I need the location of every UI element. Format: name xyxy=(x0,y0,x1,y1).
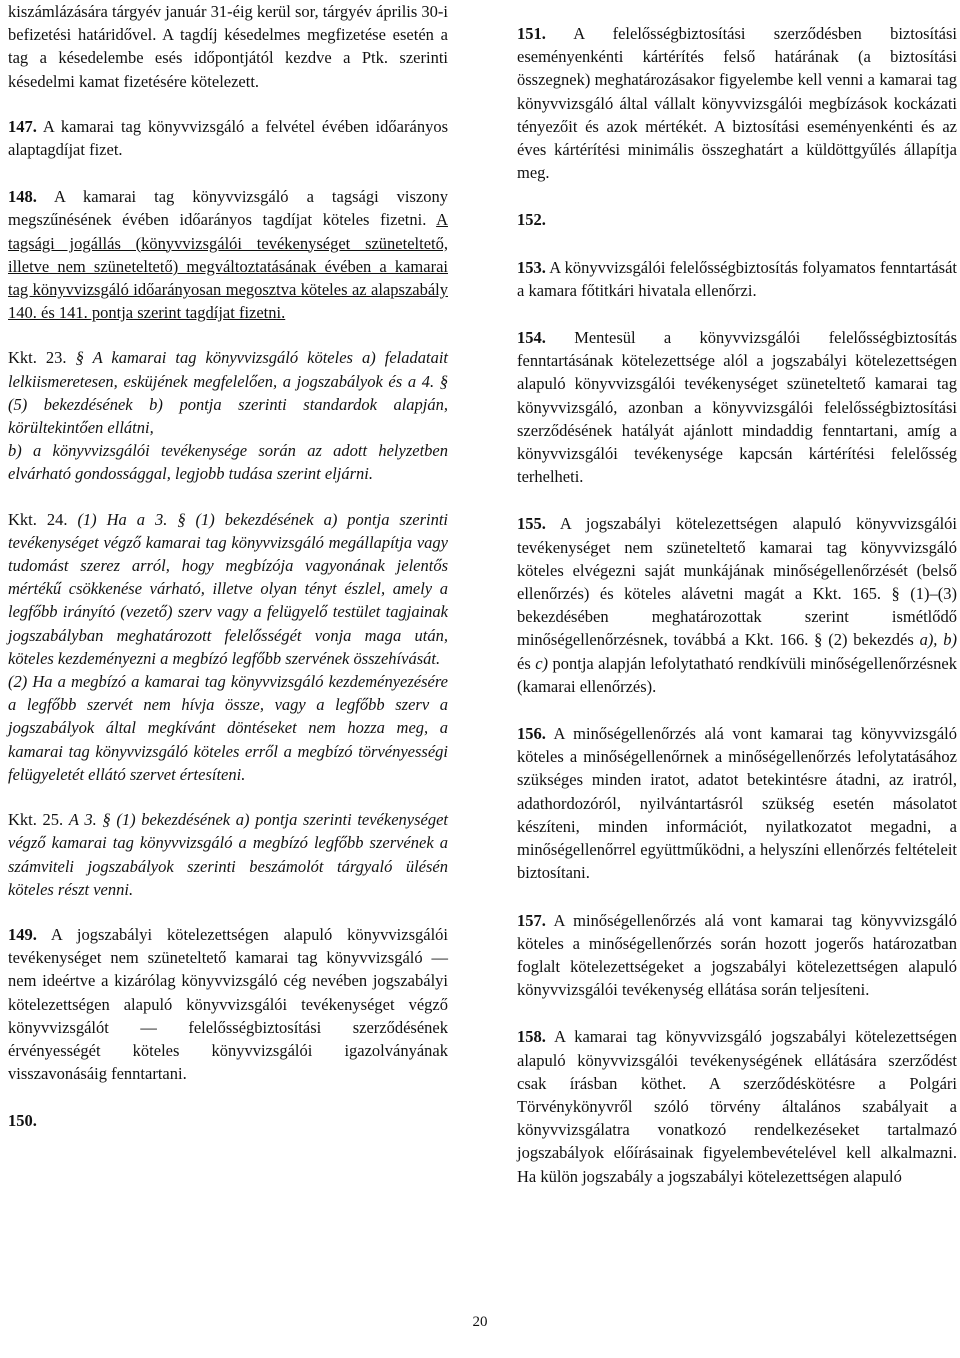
paragraph-149 xyxy=(8,923,448,1085)
quote-kkt-24-2: (2) Ha a megbízó a kamarai tag könyvvizsgáló kezdeményezésére a legfőbb szervét nem hívja össze, vagy a legfőbb szerv a jogszabályok által megkívánt döntéseket nem hozza meg, a kamarai tag könyvvizsgáló köteles erről a megbízó törvényességi felügyeletét ellátó szervet értesíteni. xyxy=(8,672,448,784)
paragraph-intro xyxy=(8,0,448,93)
paragraph-text: A kamarai tag könyvvizsgáló jogszabályi kötelezettségen alapuló könyvvizsgálói tevékenységének ellátására szerződést csak írásban köthet. A szerződéskötésre a Polgári Törvénykönyvről szóló törvény általános szabályait a könyvvizsgálatra vonatkozó rendelkezéseket tartalmazó jogszabályok előírásainak figyelembevételével kell alkalmazni. Ha külön jogszabály a jogszabályi kötelezettségen alapuló xyxy=(517,1027,957,1186)
paragraph-155 xyxy=(517,512,957,698)
underlined-text: A tagsági jogállás (könyvvizsgálói tevékenységet szüneteltető, illetve nem szüneteltető) megváltoztatásának évében a kamarai tag könyvvizsgáló időarányosan megosztva köteles az alapszabály 140. és 141. pontja szerint tagdíjat fizetni. xyxy=(8,210,448,323)
paragraph-number: 157. xyxy=(517,910,546,930)
quote-heading: Kkt. 23. xyxy=(8,348,76,368)
paragraph-number: 151. xyxy=(517,24,546,43)
paragraph-number: 152. xyxy=(517,210,546,230)
paragraph-number: 148. xyxy=(8,187,37,207)
paragraph-154 xyxy=(517,326,957,488)
quote-heading: Kkt. 24. xyxy=(8,509,78,529)
paragraph-number: 153. xyxy=(517,257,546,277)
paragraph-text: kiszámlázására tárgyév január 31-éig kerül sor, tárgyév április 30-i befizetési határidővel. A tagdíj késedelmes megfizetése esetén a tag a késedelembe esés időpontjától kezdve a Ptk. szerinti késedelmi kamat fizetésére kötelezett. xyxy=(8,2,448,91)
paragraph-158 xyxy=(517,1025,957,1187)
paragraph-153 xyxy=(517,256,957,302)
paragraph-number: 154. xyxy=(517,328,546,348)
quote-kkt-25 xyxy=(8,808,448,901)
paragraph-number: 150. xyxy=(8,1111,37,1131)
paragraph-text: Mentesül a könyvvizsgálói felelősségbiztosítás fenntartásának kötelezettsége alól a jogszabályi kötelezettségen alapuló könyvvizsgálói tevékenységet szüneteltető kamarai tag könyvvizsgáló, azonban a könyvvizsgálói felelősségbiztosítási szerződésének hatályát ajánlott mindaddig fenntartani, amíg a könyvvizsgálói tevékenysége kapcsán kártérítési felelősség terhelheti. xyxy=(517,328,957,487)
paragraph-157 xyxy=(517,909,957,1002)
paragraph-number: 155. xyxy=(517,514,546,534)
paragraph-148 xyxy=(8,185,448,324)
paragraph-147 xyxy=(8,115,448,161)
italic-text: a), b) xyxy=(919,630,957,650)
left-column xyxy=(8,0,448,1133)
paragraph-text: A kamarai tag könyvvizsgáló a felvétel évében időarányos alaptagdíjat fizet. xyxy=(8,116,448,160)
quote-text: § A kamarai tag könyvvizsgáló köteles a) feladatait lelkiismeretesen, esküjének megfelelően, a jogszabályok és a 4. § (5) bekezdésének b) pontja szerinti standardok alapján, körültekintően ellátni, xyxy=(8,348,448,438)
paragraph-150 xyxy=(8,1109,448,1132)
paragraph-151 xyxy=(517,22,957,184)
paragraph-text: A felelősségbiztosítási szerződésben biztosítási eseményenkénti kártérítés felső határának (a biztosítási összegnek) meghatározásakor figyelembe kell venni a kamarai tag könyvvizsgáló által vállalt könyvvizsgálói megbízások kockázati tényezőit és azok mértékét. A biztosítási eseményenkénti és az éves kártérítési minimális összeghatárt a küldöttgyűlés állapítja meg. xyxy=(517,24,957,183)
paragraph-number: 147. xyxy=(8,116,37,136)
paragraph-text: A jogszabályi kötelezettségen alapuló könyvvizsgálói tevékenységet nem szüneteltető kamarai tag könyvvizsgáló — nem ideértve a kizárólag könyvvizsgáló cég nevében jogszabályi kötelezettségen alapuló könyvvizsgálói tevékenységet végző könyvvizsgálót — felelősségbiztosítási szerződésének érvényességét köteles könyvvizsgálói igazolványának visszavonásáig fenntartani. xyxy=(8,924,448,1084)
paragraph-text: pontja alapján lefolytatható rendkívüli minőségellenőrzésnek (kamarai ellenőrzés). xyxy=(517,653,957,696)
quote-text: (1) Ha a 3. § (1) bekezdésének a) pontja szerinti tevékenységet végző kamarai tag könyvvizsgáló megállapítja vagy tudomást szerez arról, hogy megbízója vagyonának jelentős mértékű csökkenése várható, illetve olyan tényt észlel, amely a legfőbb irányító (vezető) szerv vagy a felügyelő testület tagjainak jogszabályban meghatározott felelősségét vonja maga után, köteles kezdeményezni a megbízó legfőbb szervének összehívását. xyxy=(8,509,448,668)
paragraph-number: 158. xyxy=(517,1027,546,1047)
quote-kkt-23 xyxy=(8,346,448,439)
paragraph-text: és xyxy=(517,653,536,673)
paragraph-number: 156. xyxy=(517,724,546,744)
right-column xyxy=(517,22,957,1188)
paragraph-text: A könyvvizsgálói felelősségbiztosítás folyamatos fenntartását a kamara főtitkári hivatala ellenőrzi. xyxy=(517,257,957,300)
paragraph-number: 149. xyxy=(8,924,37,944)
paragraph-156 xyxy=(517,722,957,884)
paragraph-text: A minőségellenőrzés alá vont kamarai tag könyvvizsgáló köteles a minőségellenőrnek a minőségellenőrzés lefolytatásához szükséges minden iratot, adatot betekintésre átadni, az iratról, adathordozóról, nyilvántartásról szükség esetén másolatot készíteni, minden információt, nyilatkozatot megadni, a minőségellenőrrel együttműködni, a helyszíni ellenőrzés feltételeit biztosítani. xyxy=(517,724,957,883)
page-number: 20 xyxy=(472,1314,488,1330)
quote-kkt-24 xyxy=(8,508,448,670)
italic-text: c) xyxy=(535,653,549,673)
paragraph-text: A kamarai tag könyvvizsgáló a tagsági viszony megszűnésének évében időarányos tagdíjat köteles fizetni. xyxy=(8,187,448,230)
paragraph-text: A jogszabályi kötelezettségen alapuló könyvvizsgálói tevékenységet nem szüneteltető kamarai tag könyvvizsgáló köteles elvégezni saját munkájának minőségellenőrzését (belső ellenőrzés) és köteles alávetni magát a Kkt. 165. § (1)–(3) bekezdésében meghatározottak szerint ismétlődő minőségellenőrzésnek, továbbá a Kkt. 166. § (2) bekezdés xyxy=(517,514,957,650)
paragraph-text: A minőségellenőrzés alá vont kamarai tag könyvvizsgáló köteles a minőségellenőrzés során hozott jogerős határozatban foglalt kötelezettségeket a jogszabályi kötelezettségen alapuló könyvvizsgálói tevékenység ellátása során teljesíteni. xyxy=(517,910,957,1000)
quote-heading: Kkt. 25. xyxy=(8,810,69,830)
paragraph-152 xyxy=(517,208,957,231)
quote-kkt-23-b: b) a könyvvizsgálói tevékenysége során az adott helyzetben elvárható gondossággal, legjobb tudása szerint eljárni. xyxy=(8,441,448,484)
quote-text: A 3. § (1) bekezdésének a) pontja szerinti tevékenységet végző kamarai tag könyvvizsgáló a megbízó legfőbb szervének a számviteli jogszabályok szerinti beszámolót tárgyaló ülésén köteles részt venni. xyxy=(8,810,449,899)
